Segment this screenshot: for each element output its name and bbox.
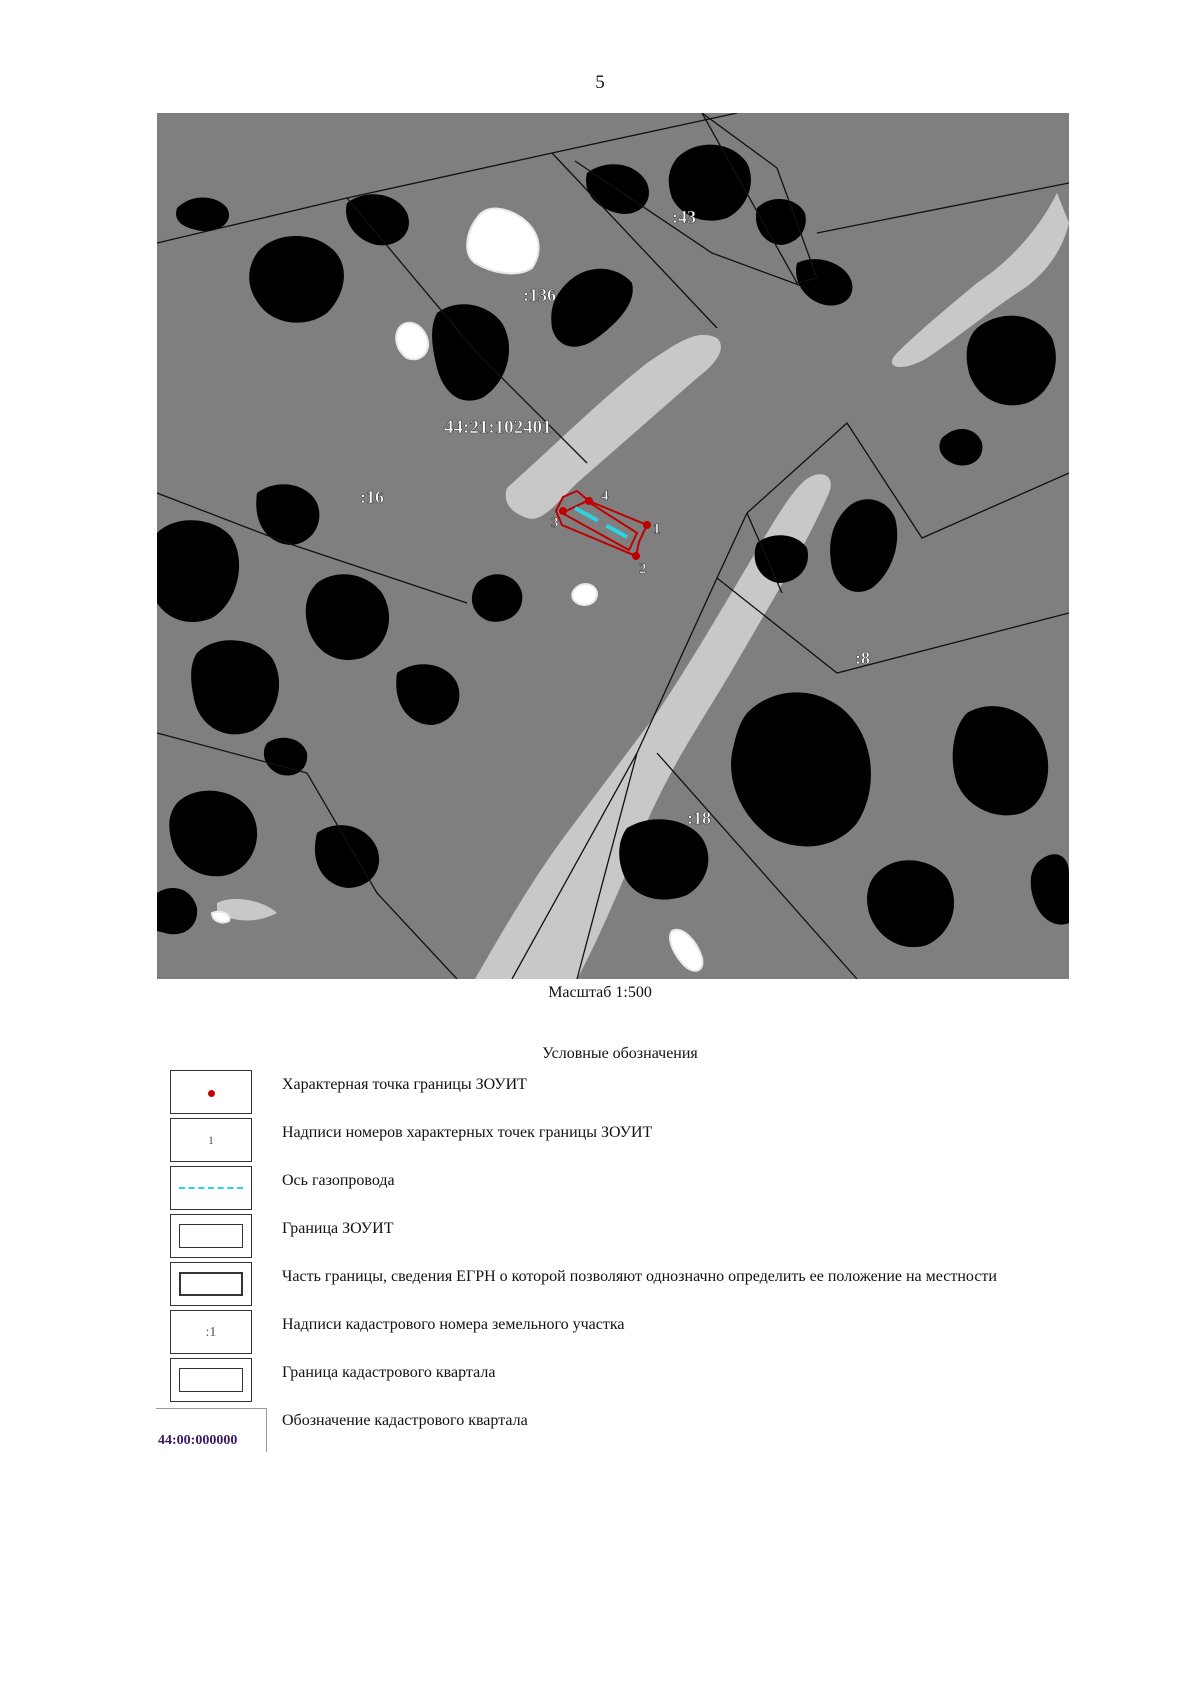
parcel-label-43: :43 [672,207,696,227]
point-label-1: 1 [653,521,661,537]
zouit-point-4 [585,497,593,505]
legend-item-quarter-designation: 44:00:000000 Обозначение кадастрового квартала [170,1406,1080,1452]
map-scale: Масштаб 1:500 [548,984,652,1001]
legend-item-quarter-boundary: Граница кадастрового квартала [170,1358,1080,1404]
map-canvas [157,113,1069,979]
red-point-icon [208,1090,215,1097]
legend-item-zouit-boundary: Граница ЗОУИТ [170,1214,1080,1260]
zouit-point-1 [643,521,651,529]
legend-item-gas-axis: Ось газопровода [170,1166,1080,1212]
map-view[interactable] [157,113,1069,979]
point-label-2: 2 [639,561,647,577]
point-label-4: 4 [601,488,609,504]
legend-item-parcel-number: :1 Надписи кадастрового номера земельного участка [170,1310,1080,1356]
parcel-label-16: :16 [360,487,384,507]
zouit-point-3 [559,507,567,515]
zouit-point-2 [632,552,640,560]
legend-item-zouit-point: Характерная точка границы ЗОУИТ [170,1070,1080,1116]
legend-item-point-number: 1 Надписи номеров характерных точек границы ЗОУИТ [170,1118,1080,1164]
legend-title: Условные обозначения [542,1045,698,1062]
page-number: 5 [595,72,605,93]
point-label-3: 3 [551,515,559,531]
point-number-sample: 1 [208,1133,214,1147]
parcel-label-136: :136 [523,285,556,305]
thick-rectangle-icon [179,1272,243,1296]
quarter-label: 44:21:102401 [444,417,552,438]
legend-item-egrn-boundary: Часть границы, сведения ЕГРН о которой позволяют однозначно определить ее положение на местности [170,1262,1080,1308]
parcel-label-8: :8 [855,648,870,668]
quarter-designation-sample: 44:00:000000 [158,1433,238,1448]
parcel-label-18: :18 [687,808,711,828]
rectangle-icon [179,1368,243,1392]
cyan-dashed-line-icon [179,1187,243,1189]
parcel-number-sample: :1 [205,1325,217,1340]
thin-rectangle-icon [179,1224,243,1248]
